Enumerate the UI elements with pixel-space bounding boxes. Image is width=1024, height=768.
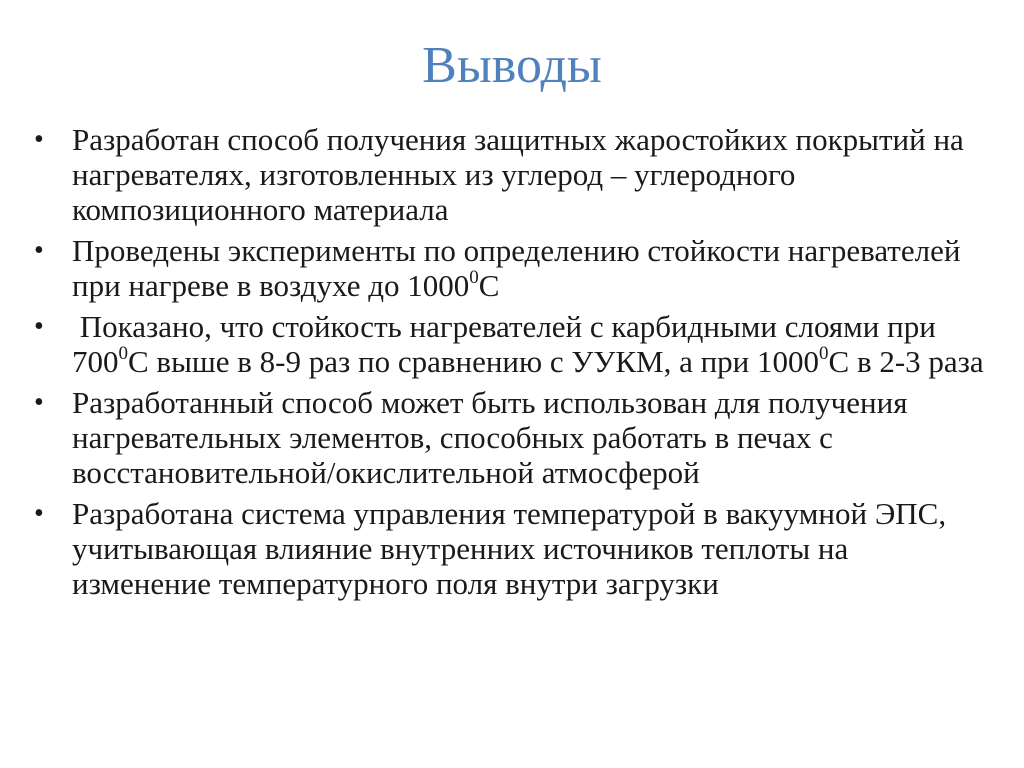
bullet-item	[28, 122, 988, 227]
bullet-text-part: Проведены эксперименты по определению стойкости нагревателей при нагреве в воздухе до 1000	[72, 233, 961, 303]
bullet-marker: •	[34, 498, 44, 529]
bullet-marker: •	[34, 235, 44, 266]
bullet-text-part: С выше в 8-9 раз по сравнению с УУКМ, а при 1000	[128, 344, 820, 379]
bullet-text	[72, 122, 988, 227]
bullet-text-content: Разработанный способ может быть использован для получения нагревательных элементов, способных работать в печах с восстановительной/окислительной атмосферой	[72, 385, 908, 490]
bullet-marker: •	[34, 311, 44, 342]
bullet-item	[28, 233, 988, 303]
bullet-item	[28, 385, 988, 490]
bullet-text-part: С	[478, 268, 500, 303]
degree-superscript: 0	[469, 266, 479, 288]
bullet-text-part: Показано, что стойкость нагревателей с карбидными слоями при 700	[72, 309, 944, 379]
bullet-text-part: С в 2-3 раза	[828, 344, 984, 379]
bullet-text	[72, 385, 988, 490]
bullet-list	[28, 122, 988, 607]
degree-superscript: 0	[118, 342, 128, 364]
slide-title: Выводы	[422, 37, 602, 94]
bullet-text	[72, 496, 988, 601]
bullet-marker: •	[34, 124, 44, 155]
degree-superscript: 0	[819, 342, 829, 364]
bullet-text-content: Разработан способ получения защитных жаростойких покрытий на нагревателях, изготовленных из углерод – углеродного композиционного материала	[72, 122, 964, 227]
bullet-marker: •	[34, 387, 44, 418]
bullet-item	[28, 309, 988, 379]
bullet-text	[72, 233, 988, 303]
bullet-text	[72, 309, 988, 379]
bullet-text-content: Разработана система управления температурой в вакуумной ЭПС, учитывающая влияние внутренних источников теплоты на изменение температурного поля внутри загрузки	[72, 496, 947, 601]
bullet-item	[28, 496, 988, 601]
